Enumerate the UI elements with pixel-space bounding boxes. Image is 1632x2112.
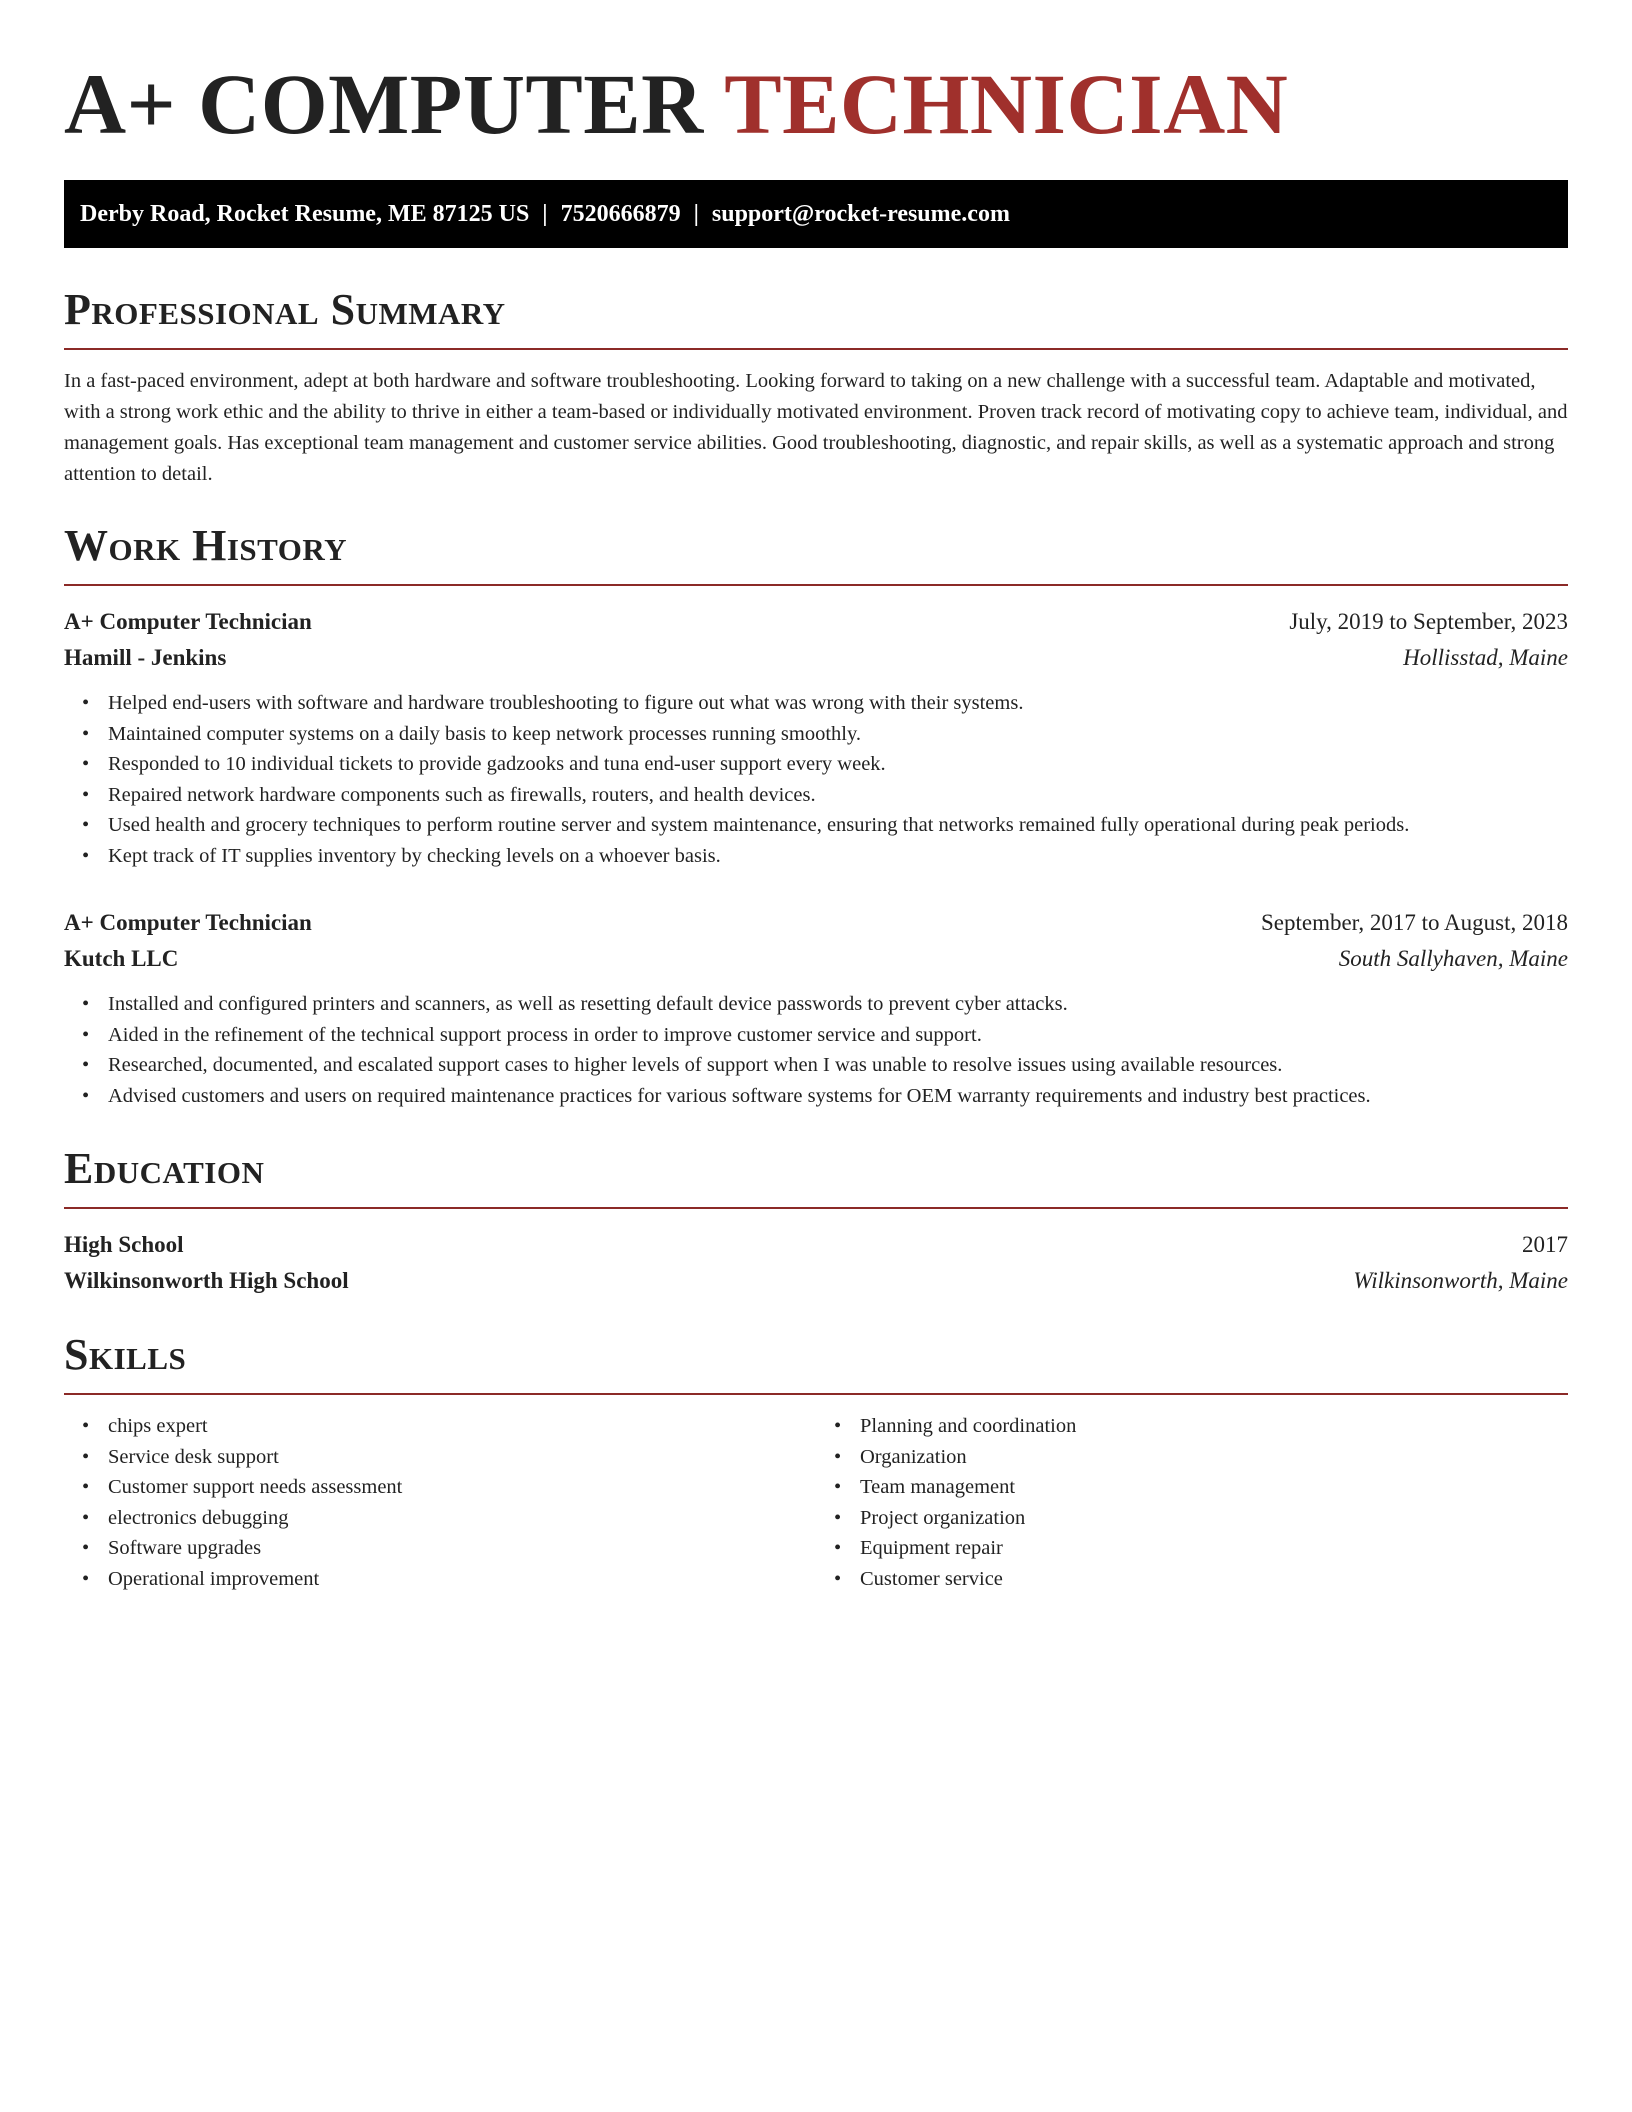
job-bullet: • Responded to 10 individual tickets to provide gadzooks and tuna end-user support every week. [108, 749, 1568, 780]
job-bullet: • Kept track of IT supplies inventory by checking levels on a whoever basis. [108, 841, 1568, 872]
summary-section [64, 284, 1568, 490]
skills-column-right [816, 1411, 1568, 1594]
job-header-row [64, 905, 1568, 941]
skill-item: • chips expert [108, 1411, 816, 1442]
job-location: Hollisstad, Maine [1403, 645, 1568, 670]
section-divider [64, 1207, 1568, 1209]
education-section [64, 1143, 1568, 1299]
job-bullets [64, 989, 1568, 1111]
job-bullet: • Helped end-users with software and hardware troubleshooting to figure out what was wrong with their systems. [108, 688, 1568, 719]
skill-item: • Planning and coordination [860, 1411, 1568, 1442]
contact-address: Derby Road, Rocket Resume, ME 87125 US [80, 201, 530, 227]
name-accent: TECHNICIAN [724, 56, 1289, 152]
job-bullet: • Advised customers and users on required maintenance practices for various software systems for OEM warranty requirements and industry best practices. [108, 1081, 1568, 1112]
job-dates: September, 2017 to August, 2018 [1260, 910, 1568, 935]
job-company: Kutch LLC [64, 946, 179, 971]
job-bullet: • Aided in the refinement of the technical support process in order to improve customer service and support. [108, 1020, 1568, 1051]
education-degree: High School [64, 1232, 184, 1257]
job-bullet: • Repaired network hardware components such as firewalls, routers, and health devices. [108, 780, 1568, 811]
summary-text: In a fast-paced environment, adept at both hardware and software troubleshooting. Looking forward to taking on a new challenge with a successful team. Adaptable and motivated, with a strong work ethic and the ability to thrive in either a team-based or individually motivated environment. Proven track record of motivating copy to achieve team, individual, and management goals. Has exceptional team management and customer service abilities. Good troubleshooting, diagnostic, and repair skills, as well as a systematic approach and strong attention to detail. [64, 370, 1568, 485]
education-school: Wilkinsonworth High School [64, 1268, 349, 1293]
education-school-row [64, 1263, 1568, 1299]
skill-item: • Project organization [860, 1503, 1568, 1534]
job-location: South Sallyhaven, Maine [1338, 946, 1568, 971]
skill-item: • Team management [860, 1472, 1568, 1503]
skill-item: • electronics debugging [108, 1503, 816, 1534]
education-degree-row [64, 1227, 1568, 1263]
section-divider [64, 348, 1568, 350]
job-entry [64, 905, 1568, 1111]
skills-list [816, 1411, 1568, 1594]
skills-grid [64, 1411, 1568, 1594]
skills-heading: Skills [64, 1330, 187, 1379]
section-divider [64, 1393, 1568, 1395]
skill-item: • Operational improvement [108, 1564, 816, 1595]
job-company-row [64, 640, 1568, 676]
contact-phone: 7520666879 [560, 201, 681, 227]
job-bullets [64, 688, 1568, 871]
work-history-section [64, 520, 1568, 1111]
skills-column-left [64, 1411, 816, 1594]
job-header-row [64, 604, 1568, 640]
skill-item: • Customer support needs assessment [108, 1472, 816, 1503]
skill-item: • Software upgrades [108, 1533, 816, 1564]
education-year: 2017 [1522, 1232, 1568, 1257]
job-company: Hamill - Jenkins [64, 645, 227, 670]
job-bullet: • Maintained computer systems on a daily basis to keep network processes running smoothly. [108, 719, 1568, 750]
section-divider [64, 584, 1568, 586]
job-bullet: • Researched, documented, and escalated support cases to higher levels of support when I was unable to resolve issues using available resources. [108, 1050, 1568, 1081]
skill-item: • Equipment repair [860, 1533, 1568, 1564]
job-company-row [64, 941, 1568, 977]
resume-name [64, 54, 1568, 154]
job-entry [64, 604, 1568, 871]
contact-separator: | [693, 201, 699, 227]
job-bullet: • Used health and grocery techniques to perform routine server and system maintenance, ensuring that networks remained fully operational during peak periods. [108, 810, 1568, 841]
skills-section [64, 1329, 1568, 1594]
job-dates: July, 2019 to September, 2023 [1289, 609, 1568, 634]
skills-list [64, 1411, 816, 1594]
summary-heading: Professional Summary [64, 285, 506, 334]
contact-bar [64, 180, 1568, 248]
job-title: A+ Computer Technician [64, 609, 312, 634]
job-title: A+ Computer Technician [64, 910, 312, 935]
skill-item: • Customer service [860, 1564, 1568, 1595]
contact-email: support@rocket-resume.com [711, 201, 1010, 227]
work-history-heading: Work History [64, 521, 348, 570]
education-heading: Education [64, 1144, 265, 1193]
skill-item: • Organization [860, 1442, 1568, 1473]
contact-separator: | [542, 201, 548, 227]
job-bullet: • Installed and configured printers and scanners, as well as resetting default device passwords to prevent cyber attacks. [108, 989, 1568, 1020]
education-entry [64, 1227, 1568, 1299]
skill-item: • Service desk support [108, 1442, 816, 1473]
education-location: Wilkinsonworth, Maine [1353, 1268, 1568, 1293]
name-main: A+ COMPUTER [64, 56, 704, 152]
